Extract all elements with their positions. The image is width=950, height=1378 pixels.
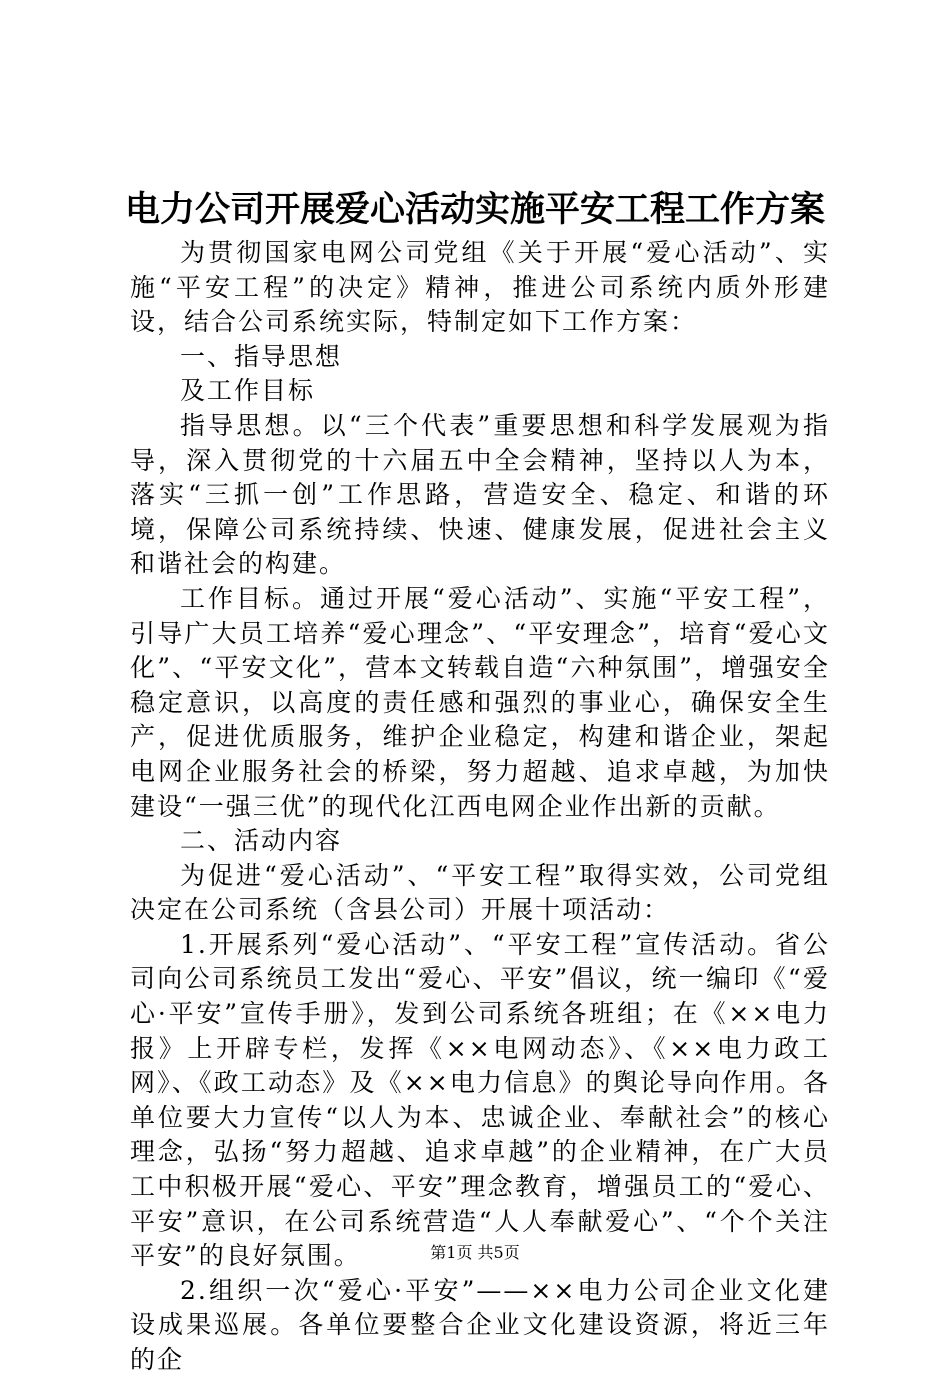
paragraph-guiding-thought: 指导思想。以“三个代表”重要思想和科学发展观为指导，深入贯彻党的十六届五中全会精神，坚持以人为本，落实“三抓一创”工作思路，营造安全、稳定、和谐的环境，保障公司系统持续、快速、健康发展，促进社会主义和谐社会的构建。 — [130, 410, 830, 579]
section-heading-1-cont: 及工作目标 — [180, 376, 316, 406]
paragraph-activity-intro: 为促进“爱心活动”、“平安工程”取得实效，公司党组决定在公司系统（含县公司）开展十项活动： — [130, 860, 830, 925]
document-body — [130, 236, 830, 1378]
paragraph-item-1: 1.开展系列“爱心活动”、“平安工程”宣传活动。省公司向公司系统员工发出“爱心、平安”倡议，统一编印《“爱心·平安”宣传手册》，发到公司系统各班组；在《××电力报》上开辟专栏，发挥《××电网动态》、《××电力政工网》、《政工动态》及《××电力信息》的舆论导向作用。各单位要大力宣传“以人为本、忠诚企业、奉献社会”的核心理念，弘扬“努力超越、追求卓越”的企业精神，在广大员工中积极开展“爱心、平安”理念教育，增强员工的“爱心、平安”意识，在公司系统营造“人人奉献爱心”、“个个关注平安”的良好氛围。 — [130, 929, 830, 1271]
paragraph-intro: 为贯彻国家电网公司党组《关于开展“爱心活动”、实施“平安工程”的决定》精神，推进公司系统内质外形建设，结合公司系统实际，特制定如下工作方案： — [130, 238, 830, 337]
page-footer: 第1页 共5页 — [430, 1243, 520, 1262]
section-heading-2: 二、活动内容 — [180, 826, 343, 856]
section-heading-1: 一、指导思想 — [180, 341, 343, 371]
paragraph-item-2: 2.组织一次“爱心·平安”——××电力公司企业文化建设成果巡展。各单位要整合企业文化建设资源，将近三年的企 — [130, 1275, 830, 1374]
document-title: 电力公司开展爱心活动实施平安工程工作方案 — [124, 189, 825, 230]
paragraph-work-goal: 工作目标。通过开展“爱心活动”、实施“平安工程”，引导广大员工培养“爱心理念”、“平安理念”，培育“爱心文化”、“平安文化”，营本文转载自造“六种氛围”，增强安全稳定意识，以高度的责任感和强烈的事业心，确保安全生产，促进优质服务，维护企业稳定，构建和谐企业，架起电网企业服务社会的桥梁，努力超越、追求卓越，为加快建设“一强三优”的现代化江西电网企业作出新的贡献。 — [130, 583, 830, 821]
